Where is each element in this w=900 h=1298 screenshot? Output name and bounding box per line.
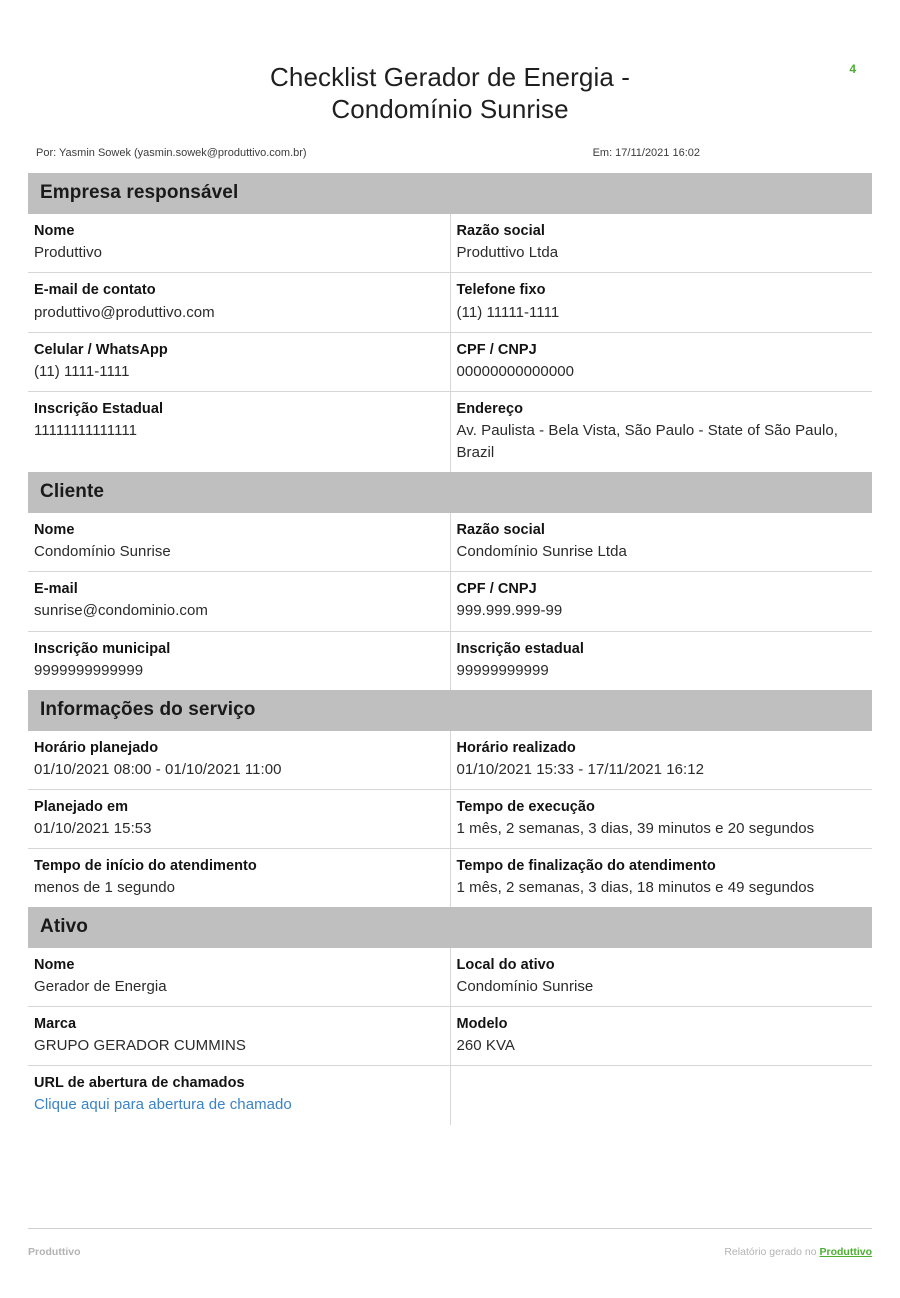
field-value: Av. Paulista - Bela Vista, São Paulo - State of São Paulo, Brazil bbox=[456, 421, 838, 462]
field-label: E-mail de contato bbox=[34, 282, 156, 299]
footer-brand: Produttivo bbox=[28, 1246, 81, 1258]
page-title bbox=[0, 0, 900, 125]
table-row bbox=[28, 273, 872, 332]
field-label: Nome bbox=[34, 223, 75, 240]
field-table bbox=[28, 731, 872, 908]
field-cell bbox=[450, 572, 872, 631]
empty-cell bbox=[450, 1066, 872, 1125]
byline-author: Por: Yasmin Sowek (yasmin.sowek@produttivo.com.br) bbox=[36, 147, 307, 160]
table-row bbox=[28, 731, 872, 790]
section-header: Informações do serviço bbox=[28, 690, 872, 731]
section-header: Ativo bbox=[28, 907, 872, 948]
field-value: Gerador de Energia bbox=[34, 978, 167, 996]
table-row bbox=[28, 332, 872, 391]
field-cell bbox=[450, 731, 872, 790]
field-cell bbox=[28, 214, 450, 273]
field-cell bbox=[450, 948, 872, 1007]
field-cell bbox=[450, 631, 872, 690]
field-value: 999.999.999-99 bbox=[456, 602, 563, 620]
field-label: Marca bbox=[34, 1016, 77, 1033]
field-label: Local do ativo bbox=[456, 957, 555, 974]
field-label: Horário realizado bbox=[456, 739, 576, 756]
field-label: Planejado em bbox=[34, 798, 129, 815]
field-value: GRUPO GERADOR CUMMINS bbox=[34, 1037, 246, 1055]
field-cell bbox=[28, 848, 450, 907]
field-label: CPF / CNPJ bbox=[456, 581, 537, 598]
field-cell bbox=[28, 631, 450, 690]
page-title-line-1: Checklist Gerador de Energia - bbox=[270, 62, 630, 92]
field-cell bbox=[28, 391, 450, 472]
field-cell bbox=[28, 1066, 450, 1125]
field-value: (11) 1111-1111 bbox=[34, 362, 130, 380]
field-cell bbox=[28, 789, 450, 848]
table-row bbox=[28, 631, 872, 690]
field-value: produttivo@produttivo.com bbox=[34, 303, 215, 321]
table-row bbox=[28, 1007, 872, 1066]
table-row bbox=[28, 948, 872, 1007]
footer-produttivo-link[interactable]: Produttivo bbox=[819, 1246, 872, 1258]
field-cell bbox=[450, 789, 872, 848]
field-label: Nome bbox=[34, 957, 75, 974]
field-value: 1 mês, 2 semanas, 3 dias, 39 minutos e 20 segundos bbox=[456, 819, 815, 837]
field-table bbox=[28, 214, 872, 472]
field-cell bbox=[450, 1007, 872, 1066]
page-title-line-2: Condomínio Sunrise bbox=[331, 93, 569, 124]
field-cell bbox=[28, 572, 450, 631]
field-cell bbox=[28, 273, 450, 332]
table-row bbox=[28, 513, 872, 572]
field-value: Produttivo Ltda bbox=[456, 244, 559, 262]
footer-credit bbox=[724, 1246, 872, 1258]
page-footer bbox=[28, 1228, 872, 1298]
report-section bbox=[28, 472, 872, 689]
field-table bbox=[28, 948, 872, 1125]
field-value: 1 mês, 2 semanas, 3 dias, 18 minutos e 49 segundos bbox=[456, 879, 815, 896]
field-label: Razão social bbox=[456, 223, 545, 240]
report-section bbox=[28, 907, 872, 1124]
field-value: (11) 11111-1111 bbox=[456, 303, 560, 321]
field-label: Razão social bbox=[456, 522, 545, 539]
field-value: Condomínio Sunrise Ltda bbox=[456, 543, 627, 561]
field-cell bbox=[450, 332, 872, 391]
section-header: Empresa responsável bbox=[28, 173, 872, 214]
field-value: 9999999999999 bbox=[34, 661, 144, 679]
field-label: Tempo de início do atendimento bbox=[34, 857, 257, 874]
field-cell bbox=[28, 1007, 450, 1066]
table-row bbox=[28, 848, 872, 907]
field-value: menos de 1 segundo bbox=[34, 879, 176, 896]
table-row bbox=[28, 1066, 872, 1125]
table-row bbox=[28, 214, 872, 273]
field-label: Horário planejado bbox=[34, 739, 159, 756]
field-value: 00000000000000 bbox=[456, 362, 574, 380]
field-cell bbox=[450, 214, 872, 273]
field-table bbox=[28, 513, 872, 690]
section-header: Cliente bbox=[28, 472, 872, 513]
table-row bbox=[28, 789, 872, 848]
table-row bbox=[28, 572, 872, 631]
field-label: Nome bbox=[34, 522, 75, 539]
field-value: Condomínio Sunrise bbox=[456, 978, 594, 996]
field-label: Modelo bbox=[456, 1016, 508, 1033]
byline bbox=[0, 125, 900, 159]
field-cell bbox=[450, 273, 872, 332]
field-label: URL de abertura de chamados bbox=[34, 1075, 245, 1092]
report-sections bbox=[0, 159, 900, 1228]
footer-credit-text: Relatório gerado no bbox=[724, 1246, 820, 1258]
field-label: CPF / CNPJ bbox=[456, 341, 537, 358]
field-cell bbox=[28, 731, 450, 790]
field-cell bbox=[450, 391, 872, 472]
field-label: Endereço bbox=[456, 400, 523, 417]
field-value: 11111111111111 bbox=[34, 421, 138, 439]
field-cell bbox=[450, 848, 872, 907]
page-number: 4 bbox=[849, 62, 856, 76]
field-value: 99999999999 bbox=[456, 661, 549, 679]
field-cell bbox=[450, 513, 872, 572]
field-label: Inscrição estadual bbox=[456, 640, 584, 657]
field-cell bbox=[28, 948, 450, 1007]
field-value: 260 KVA bbox=[456, 1037, 515, 1055]
field-value: Produttivo bbox=[34, 244, 103, 262]
field-value: 01/10/2021 15:53 bbox=[34, 819, 152, 837]
field-cell bbox=[28, 513, 450, 572]
field-value: sunrise@condominio.com bbox=[34, 602, 208, 620]
field-label: Tempo de finalização do atendimento bbox=[456, 857, 716, 874]
field-value: Condomínio Sunrise bbox=[34, 543, 171, 561]
report-section bbox=[28, 690, 872, 907]
byline-date: Em: 17/11/2021 16:02 bbox=[592, 147, 700, 160]
field-label: Tempo de execução bbox=[456, 798, 595, 815]
field-label: E-mail bbox=[34, 581, 78, 598]
field-label: Inscrição Estadual bbox=[34, 400, 164, 417]
field-label: Telefone fixo bbox=[456, 282, 546, 299]
table-row bbox=[28, 391, 872, 472]
field-label: Celular / WhatsApp bbox=[34, 341, 168, 358]
field-value-link[interactable]: Clique aqui para abertura de chamado bbox=[34, 1096, 292, 1114]
report-section bbox=[28, 173, 872, 472]
field-value: 01/10/2021 08:00 - 01/10/2021 11:00 bbox=[34, 760, 282, 778]
field-value: 01/10/2021 15:33 - 17/11/2021 16:12 bbox=[456, 760, 705, 778]
field-label: Inscrição municipal bbox=[34, 640, 171, 657]
field-cell bbox=[28, 332, 450, 391]
